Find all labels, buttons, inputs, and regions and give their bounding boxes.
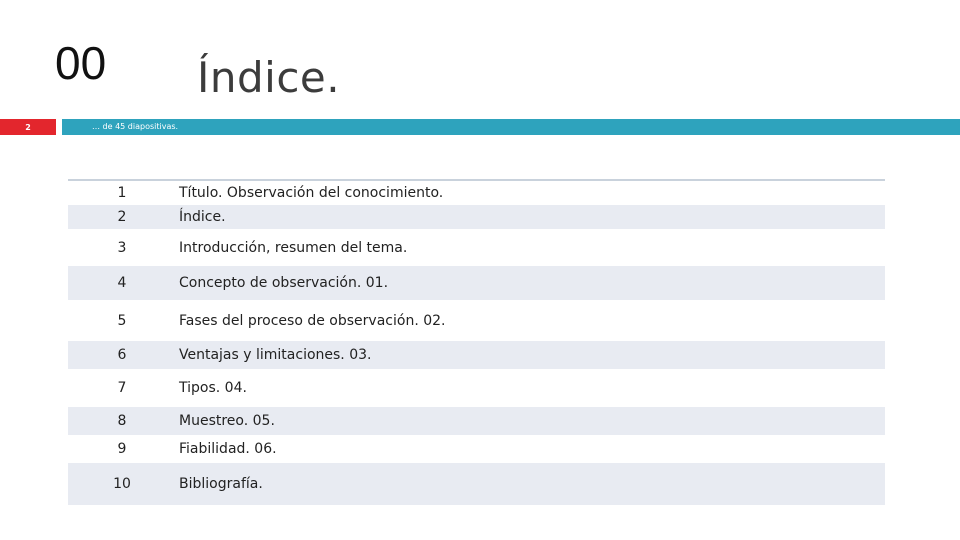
slide-number: 2 (25, 122, 31, 132)
toc-row (68, 463, 885, 505)
toc-item-text: Fiabilidad. 06. (179, 441, 277, 457)
slide-number-badge (0, 119, 56, 135)
toc-item-number: 1 (117, 185, 127, 201)
toc-item-text: Concepto de observación. 01. (179, 275, 389, 291)
toc-table (68, 179, 885, 505)
toc-item-text: Muestreo. 05. (179, 413, 275, 429)
toc-item-number: 10 (113, 476, 131, 492)
toc-item-number: 6 (117, 347, 127, 363)
toc-row (68, 180, 885, 205)
toc-row (68, 300, 885, 341)
toc-item-text: Bibliografía. (179, 476, 263, 492)
toc-row (68, 341, 885, 369)
toc-item-number: 3 (117, 239, 127, 256)
toc-row (68, 266, 885, 300)
toc-item-number: 4 (117, 275, 127, 291)
toc-row (68, 369, 885, 407)
toc-row (68, 407, 885, 435)
toc-item-number: 8 (117, 413, 127, 429)
toc-row (68, 205, 885, 229)
toc-item-text: Título. Observación del conocimiento. (179, 185, 444, 201)
toc-row (68, 229, 885, 266)
toc-item-text: Tipos. 04. (179, 380, 247, 396)
subtitle-bar (62, 119, 960, 135)
toc-item-text: Ventajas y limitaciones. 03. (179, 347, 372, 363)
toc-item-number: 9 (117, 441, 127, 457)
toc-row (68, 435, 885, 463)
toc-item-text: Índice. (179, 209, 226, 225)
section-number: 00 (55, 37, 107, 89)
toc-item-text: Introducción, resumen del tema. (179, 239, 408, 256)
subtitle-text: … de 45 diapositivas. (92, 122, 179, 131)
slide-title: Índice. (197, 53, 341, 102)
toc-item-number: 2 (117, 209, 127, 225)
toc-item-number: 5 (117, 312, 127, 329)
toc-item-text: Fases del proceso de observación. 02. (179, 312, 446, 329)
toc-item-number: 7 (117, 380, 127, 396)
